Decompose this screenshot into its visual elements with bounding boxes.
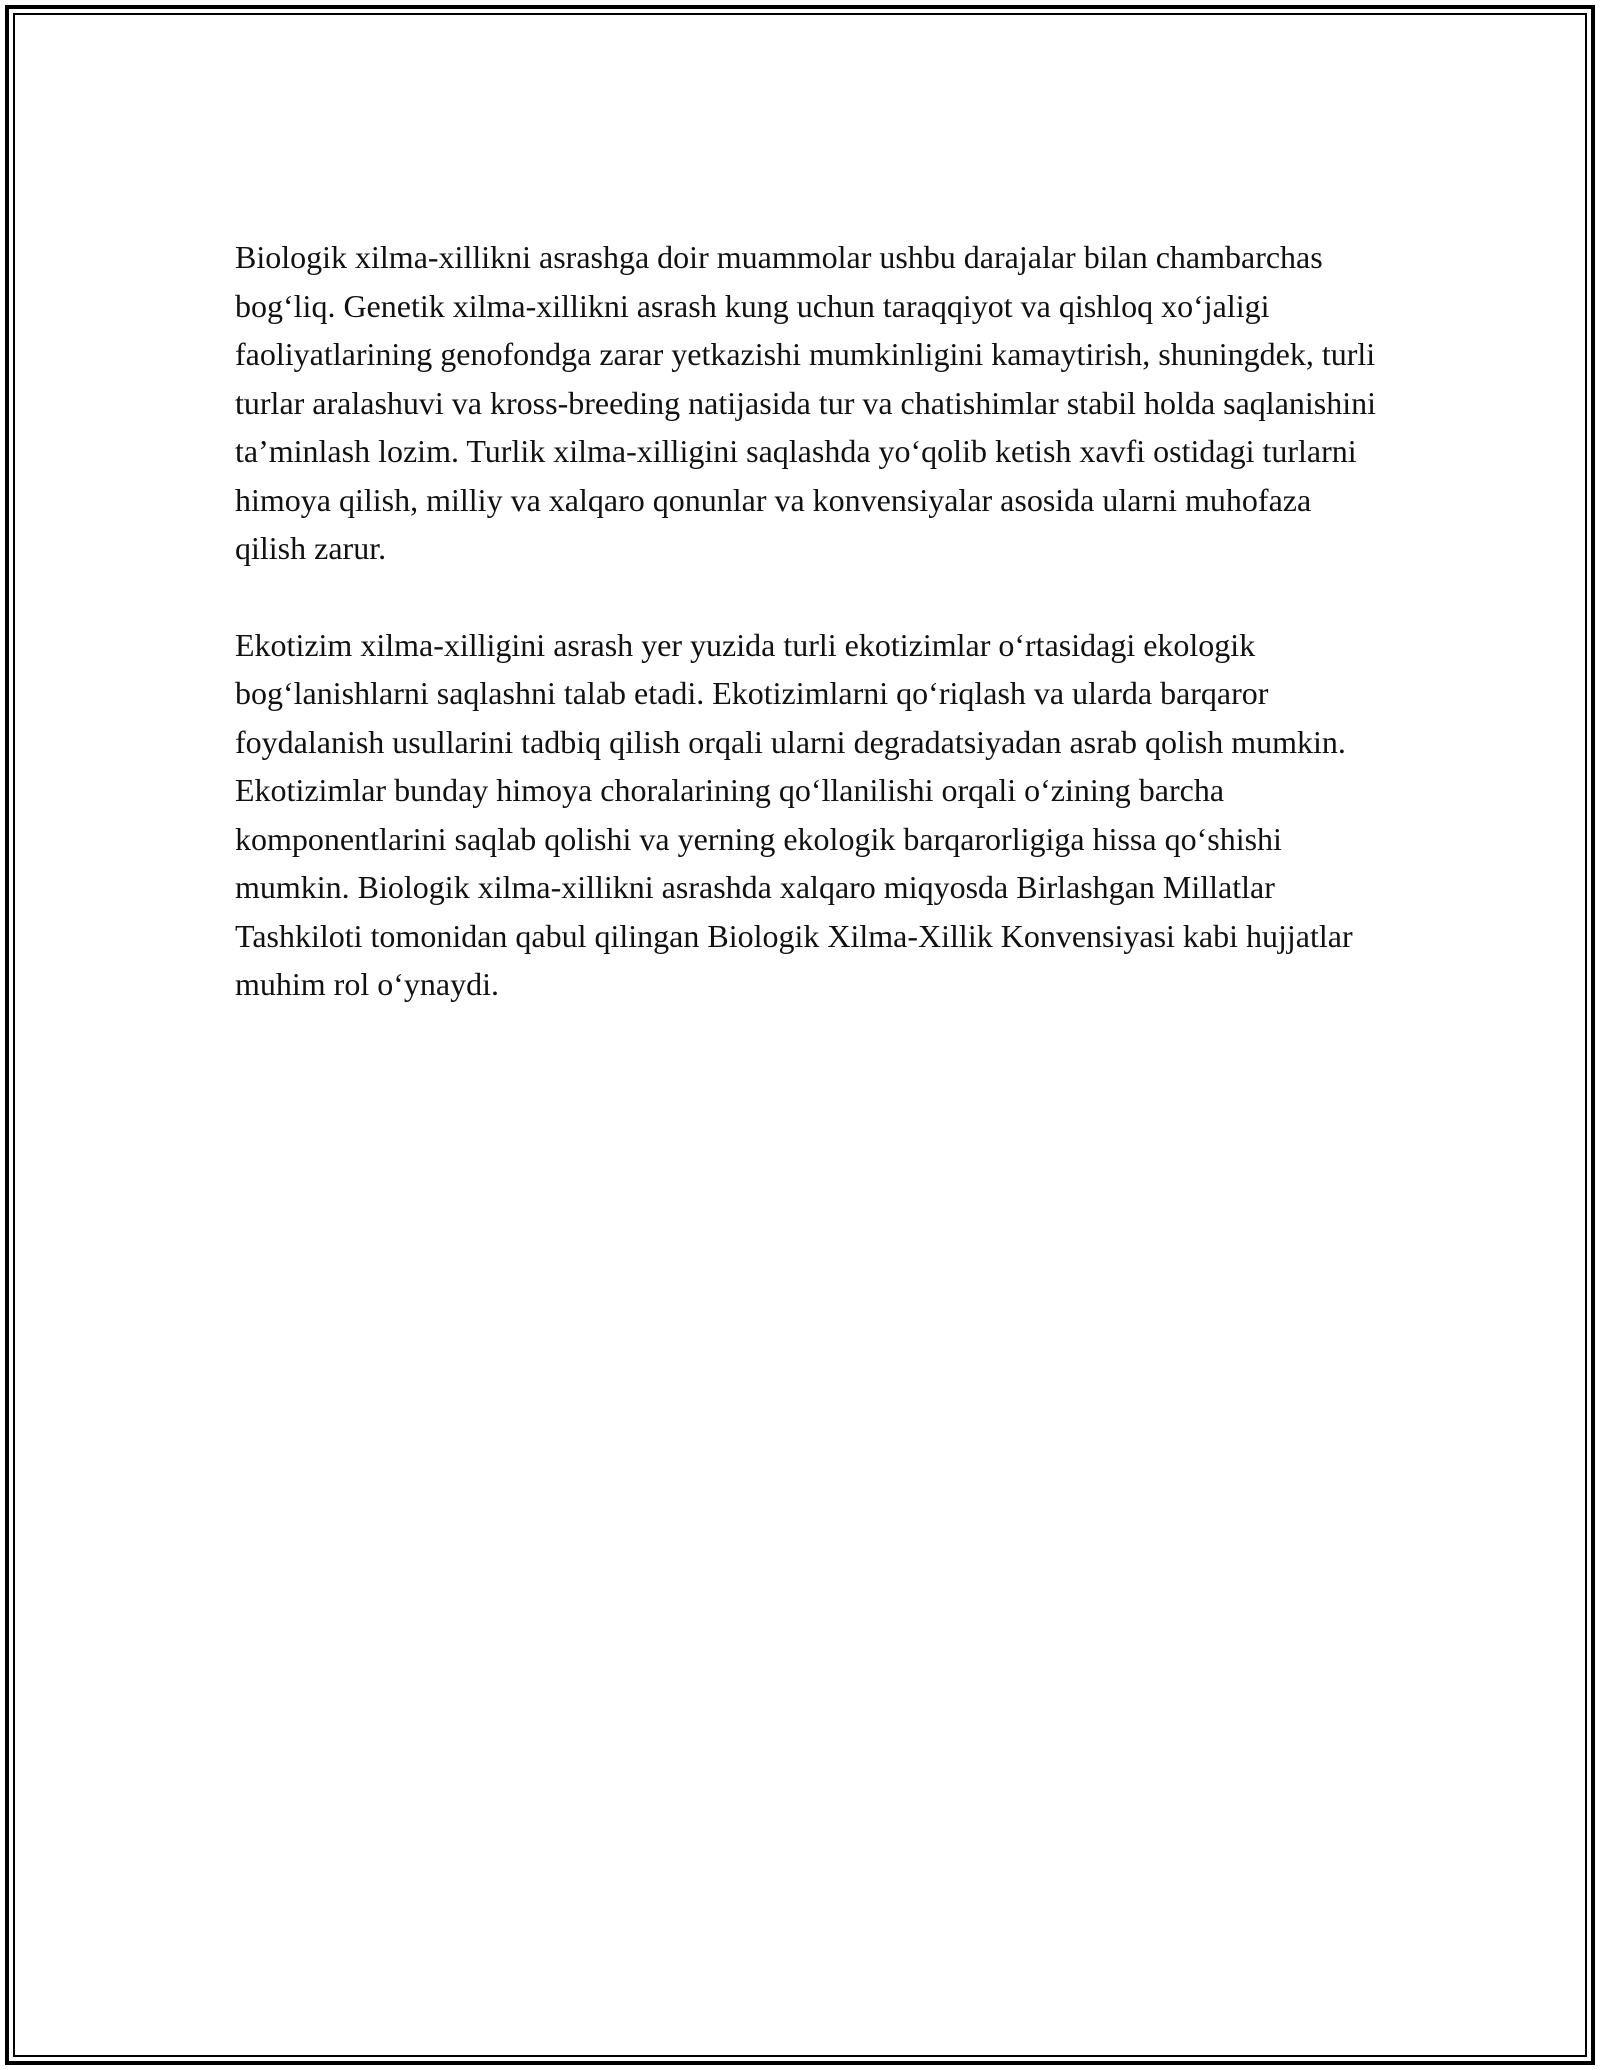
paragraph-ecosystem-diversity: Ekotizim xilma-xilligini asrash yer yuzida turli ekotizimlar o‘rtasidagi ekologik bog‘lanishlarni saqlashni talab etadi. Ekotizimlarni qo‘riqlash va ularda barqaror foydalanish usullarini tadbiq qilish orqali ularni degradatsiyadan asrab qolish mumkin. Ekotizimlar bunday himoya choralarining qo‘llanilishi orqali o‘zining barcha komponentlarini saqlab qolishi va yerning ekologik barqarorligiga hissa qo‘shishi mumkin. Biologik xilma-xillikni asrashda xalqaro miqyosda Birlashgan Millatlar Tashkiloti tomonidan qabul qilingan Biologik Xilma-Xillik Konvensiyasi kabi hujjatlar muhim rol o‘ynaydi. (235, 626, 1353, 1002)
paragraph-genetic-species-diversity: Biologik xilma-xillikni asrashga doir muammolar ushbu darajalar bilan chambarchas bog‘liq. Genetik xilma-xillikni asrash kung uchun taraqqiyot va qishloq xo‘jaligi faoliyatlarining genofondga zarar yetkazishi mumkinligini kamaytirish, shuningdek, turli turlar aralashuvi va kross-breeding natijasida tur va chatishimlar stabil holda saqlanishini ta’minlash lozim. Turlik xilma-xilligini saqlashda yo‘qolib ketish xavfi ostidagi turlarni himoya qilish, milliy va xalqaro qonunlar va konvensiyalar asosida ularni muhofaza qilish zarur. (235, 239, 1377, 566)
document-body (235, 233, 1385, 1009)
